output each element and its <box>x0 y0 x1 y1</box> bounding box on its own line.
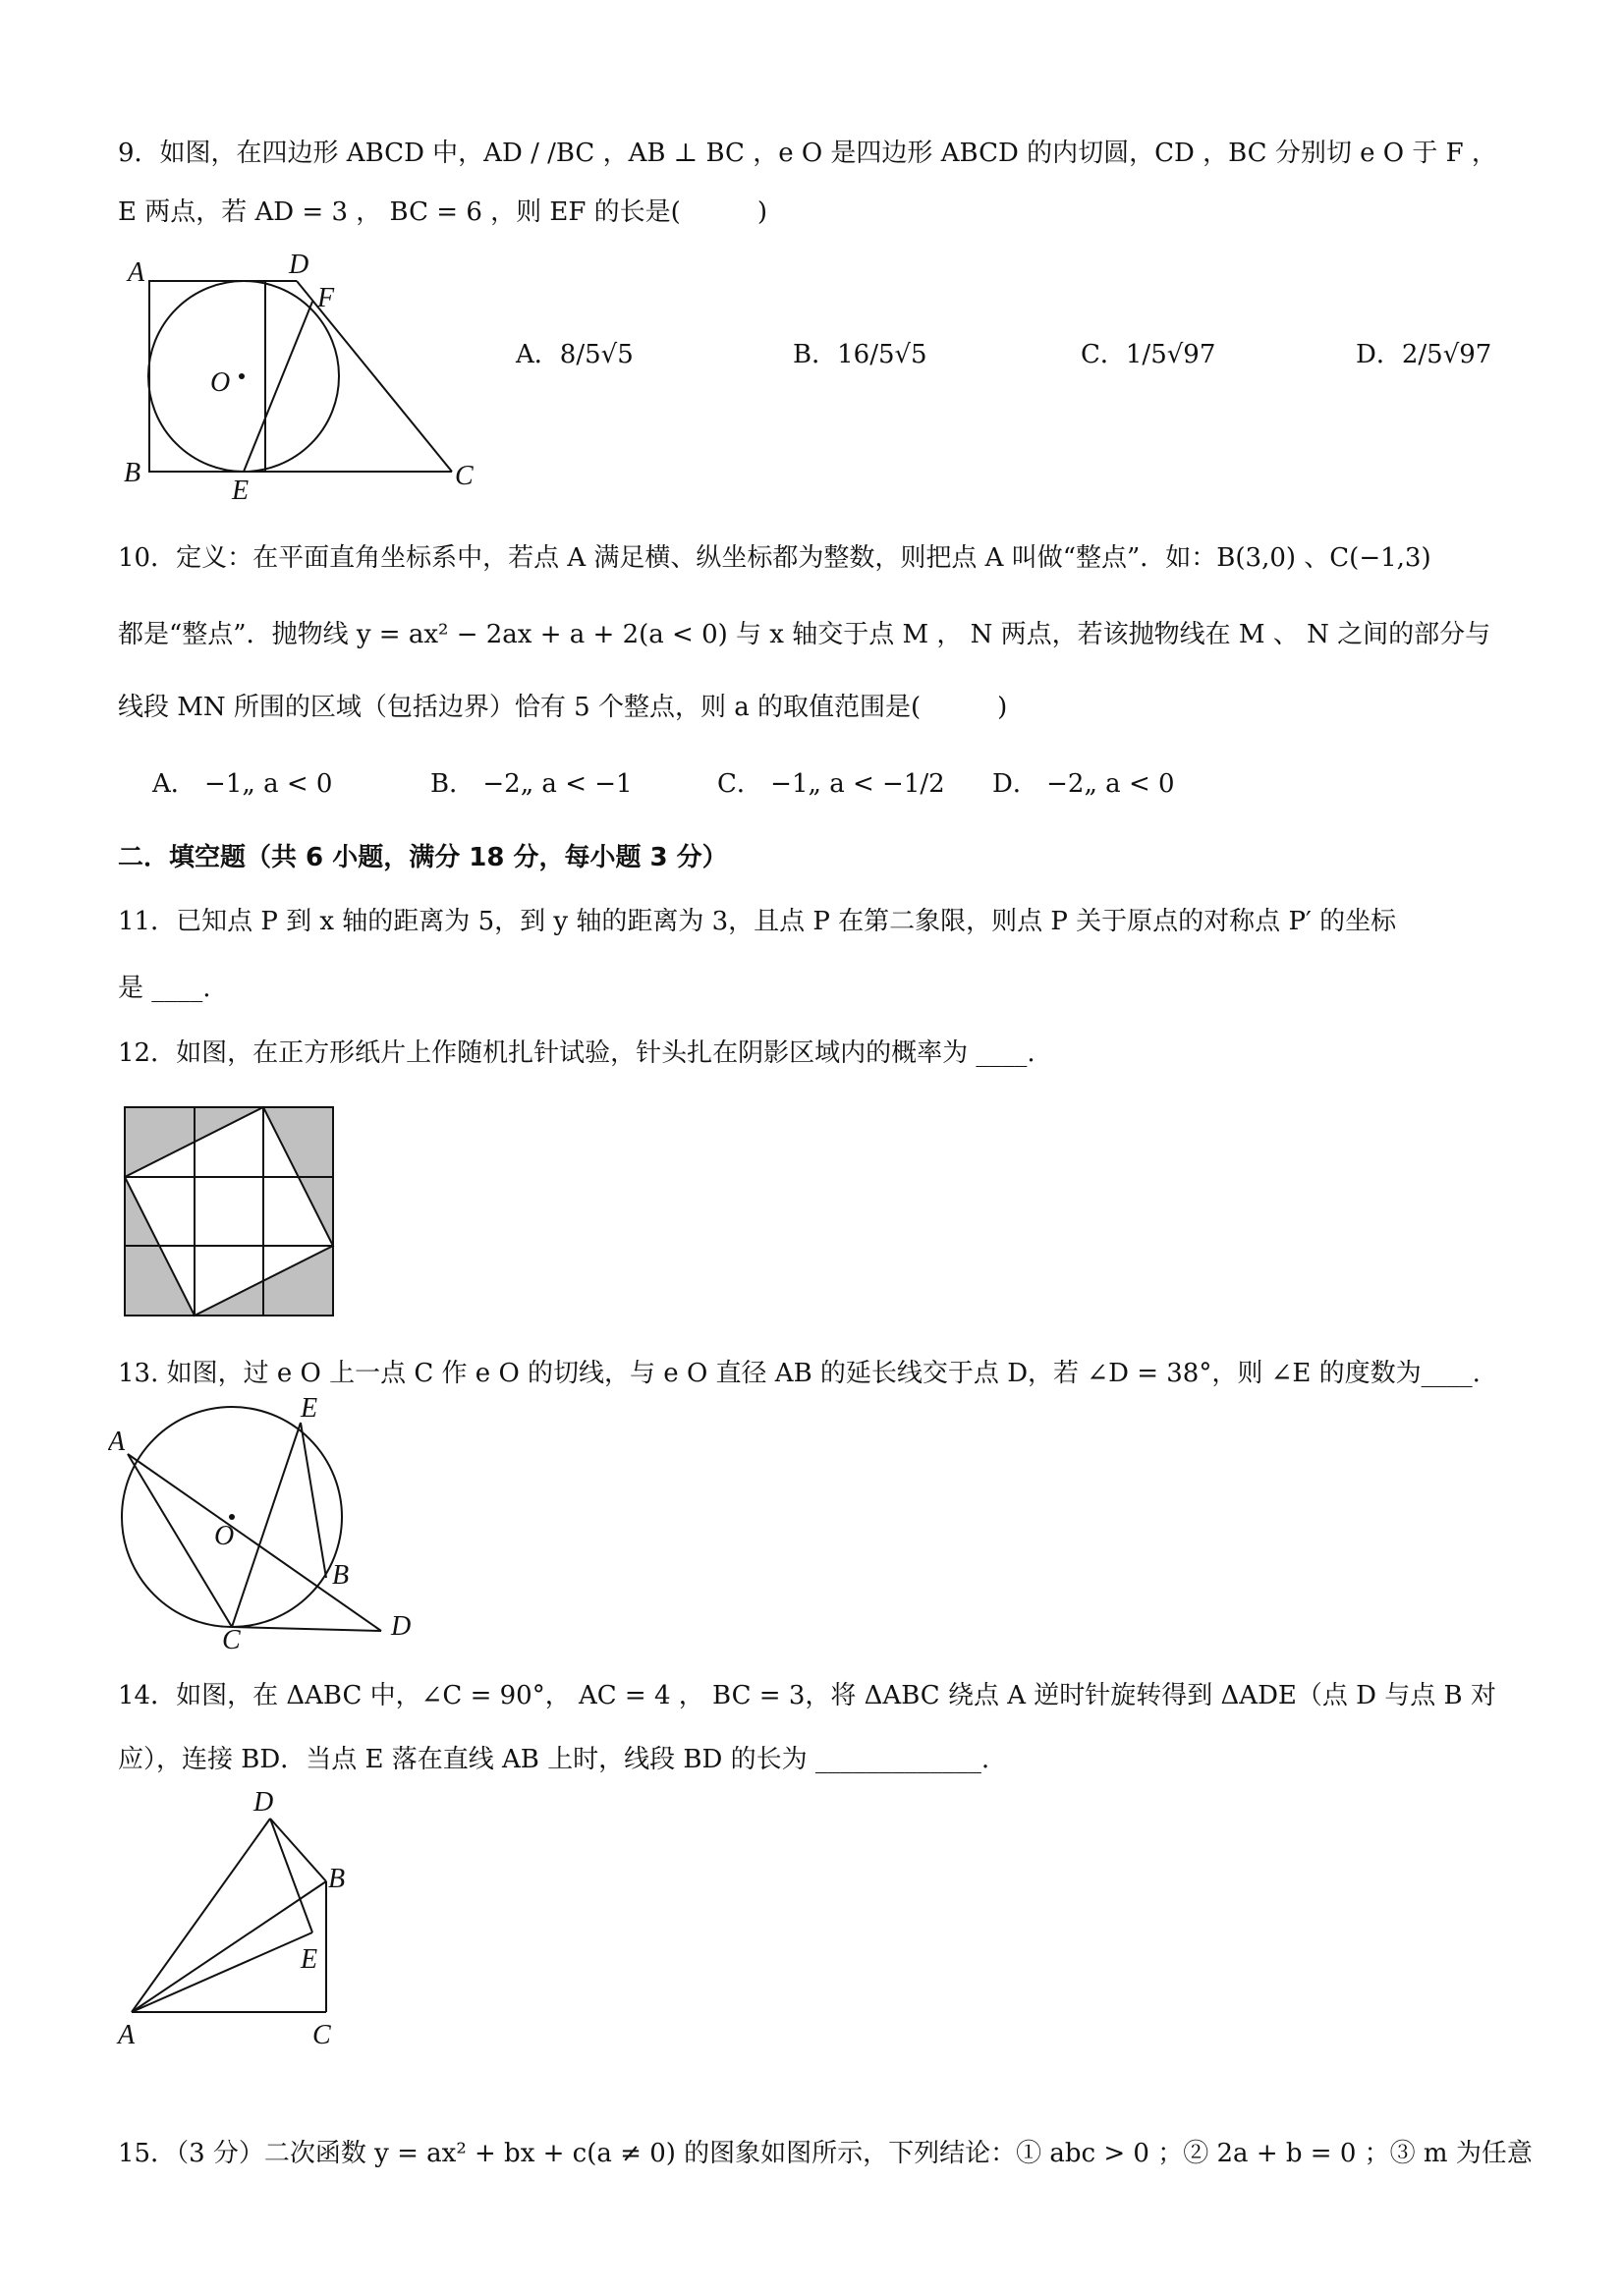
q9-label-a: A <box>128 257 145 288</box>
q9-label-d: D <box>289 250 309 280</box>
q9-label-o: O <box>210 367 231 398</box>
q14-label-a: A <box>118 2020 136 2050</box>
q9-rect-edge <box>149 281 265 472</box>
q13-text-line1: 13. 如图，过 e O 上一点 C 作 e O 的切线，与 e O 直径 AB 的延长线交于点 D，若 ∠D = 38°，则 ∠E 的度数为____. <box>118 1359 1481 1388</box>
q12-figure <box>123 1105 339 1319</box>
q13-figure <box>108 1395 432 1651</box>
q13-chord-ce <box>232 1423 301 1627</box>
q14-text-line2: 应），连接 BD．当点 E 落在直线 AB 上时，线段 BD 的长为 _____________. <box>118 1745 990 1774</box>
q14-edge-ab <box>132 1881 326 2012</box>
q14-edge-ae <box>132 1932 312 2012</box>
q14-label-c: C <box>312 2020 331 2050</box>
q10-option-b[interactable]: B． −2„ a < −1 <box>430 769 633 799</box>
q9-label-e: E <box>232 476 250 501</box>
q13-label-b: B <box>332 1560 350 1591</box>
q14-figure <box>108 1783 364 2058</box>
q9-label-f: F <box>317 283 335 313</box>
q9-option-b[interactable]: B．16/5√5 <box>793 340 927 369</box>
q13-chord-eb <box>301 1423 326 1578</box>
q10-text-line3: 线段 MN 所围的区域（包括边界）恰有 5 个整点，则 a 的取值范围是( ) <box>118 693 1008 722</box>
q15-text-line1: 15．（3 分）二次函数 y = ax² + bx + c(a ≠ 0) 的图象如图所示，下列结论：① abc > 0 ；② 2a + b = 0 ；③ m 为任意 <box>118 2139 1533 2168</box>
q14-edge-ad <box>132 1819 270 2012</box>
q13-label-d: D <box>391 1611 412 1642</box>
q10-text-line2: 都是“整点”．抛物线 y = ax² − 2ax + a + 2(a < 0) 与 x 轴交于点 M ， N 两点，若该抛物线在 M 、 N 之间的部分与 <box>118 620 1491 649</box>
q9-segment-ef <box>244 302 312 472</box>
q9-option-a[interactable]: A．8/5√5 <box>516 340 634 369</box>
section-heading: 二．填空题（共 6 小题，满分 18 分，每小题 3 分） <box>118 843 728 872</box>
q14-label-d: D <box>253 1787 274 1818</box>
q14-label-e: E <box>301 1944 318 1975</box>
q9-figure <box>116 246 489 501</box>
q9-label-b: B <box>124 458 141 488</box>
q12-text-line1: 12．如图，在正方形纸片上作随机扎针试验，针头扎在阴影区域内的概率为 ____. <box>118 1038 1035 1068</box>
q13-tangent-cd <box>232 1627 381 1631</box>
q9-text-line1: 9．如图，在四边形 ABCD 中，AD / /BC ，AB ⊥ BC ，e O 是四边形 ABCD 的内切圆，CD ，BC 分别切 e O 于 F ， <box>118 139 1497 168</box>
q9-option-c[interactable]: C．1/5√97 <box>1081 340 1216 369</box>
q9-center-dot <box>239 373 245 379</box>
q14-text-line1: 14．如图，在 ΔABC 中，∠C = 90°， AC = 4 ， BC = 3，将 ΔABC 绕点 A 逆时针旋转得到 ΔADE（点 D 与点 B 对 <box>118 1681 1496 1710</box>
q10-option-c[interactable]: C． −1„ a < −1/2 <box>717 769 945 799</box>
q13-label-o: O <box>214 1521 235 1551</box>
q9-text-line2: E 两点，若 AD = 3 ， BC = 6 ，则 EF 的长是( ) <box>118 197 767 227</box>
q13-label-e: E <box>301 1395 318 1424</box>
q14-segment-db <box>270 1819 326 1881</box>
q11-text-line2: 是 ____. <box>118 974 211 1003</box>
q14-label-b: B <box>328 1864 346 1894</box>
q9-label-c: C <box>455 461 474 491</box>
q10-option-d[interactable]: D． −2„ a < 0 <box>992 769 1175 799</box>
q9-option-d[interactable]: D．2/5√97 <box>1356 340 1492 369</box>
q10-text-line1: 10．定义：在平面直角坐标系中，若点 A 满足横、纵坐标都为整数，则把点 A 叫做“整点”．如：B(3,0) 、C(−1,3) <box>118 543 1431 573</box>
q13-label-c: C <box>222 1625 241 1651</box>
q13-label-a: A <box>108 1427 126 1457</box>
q10-option-a[interactable]: A． −1„ a < 0 <box>152 769 333 799</box>
q11-text-line1: 11．已知点 P 到 x 轴的距离为 5，到 y 轴的距离为 3，且点 P 在第二象限，则点 P 关于原点的对称点 P′ 的坐标 <box>118 907 1397 936</box>
q13-center-dot <box>229 1514 235 1520</box>
